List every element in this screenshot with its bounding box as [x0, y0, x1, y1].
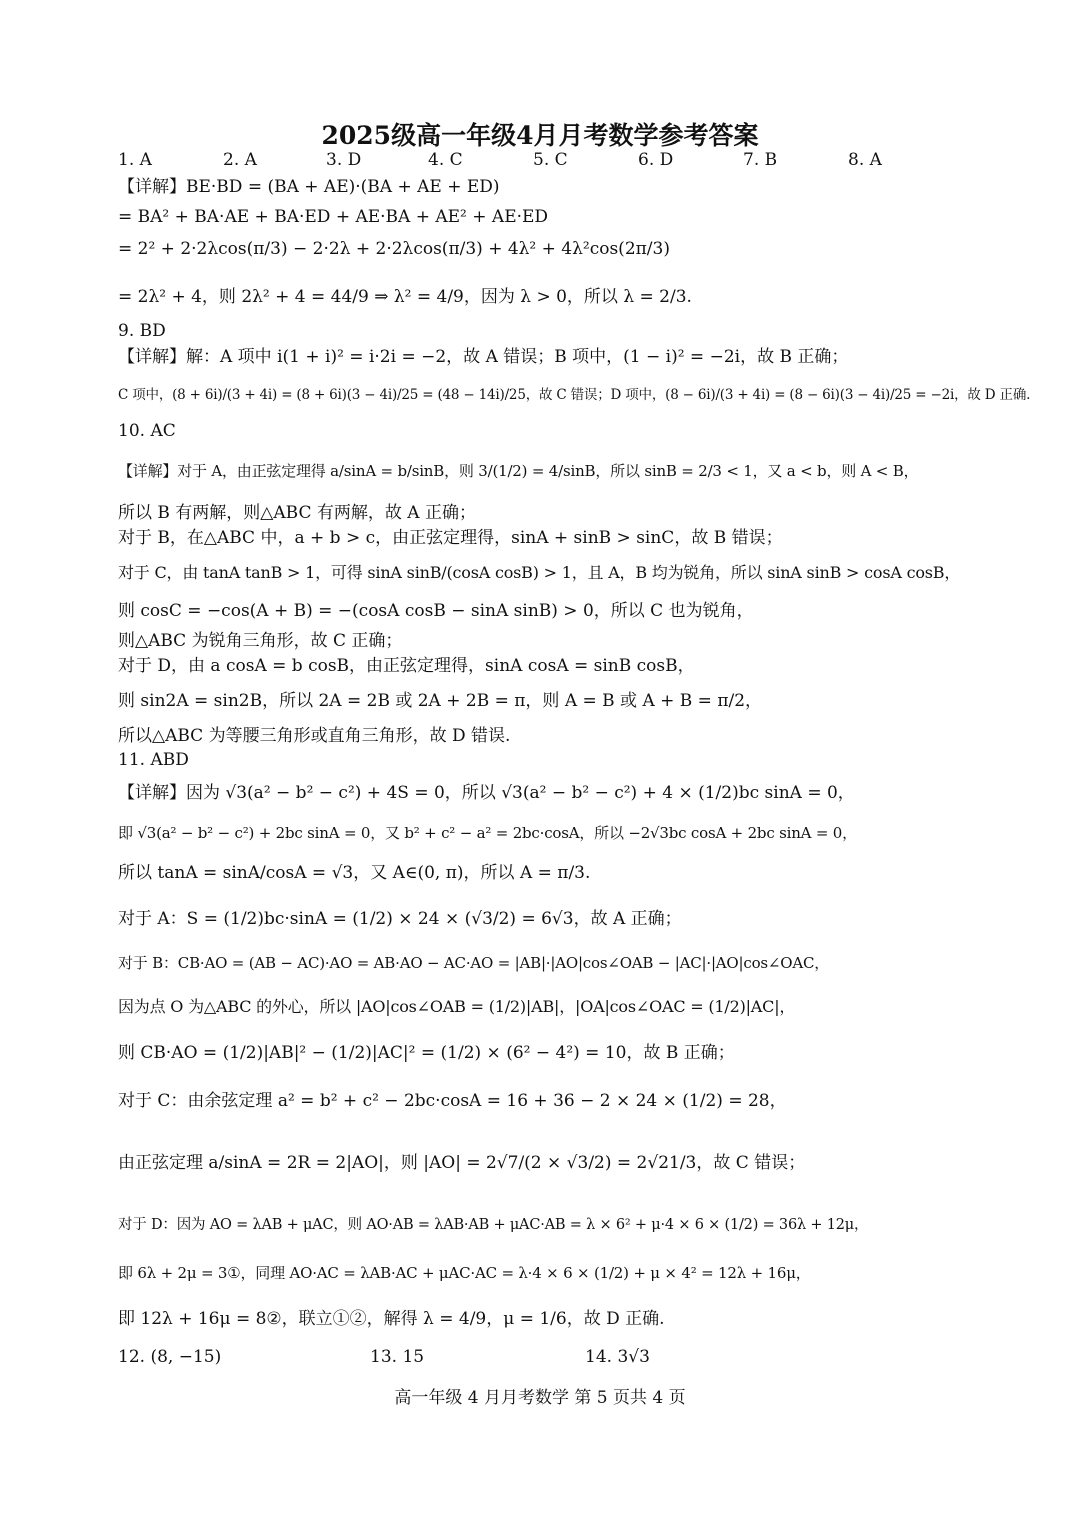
question-heading: 11. ABD — [118, 750, 189, 770]
choice-answer: 5. C — [533, 150, 568, 170]
solution-line: 【详解】解：A 项中 i(1 + i)² = i·2i = −2，故 A 错误；B 项中，(1 − i)² = −2i，故 B 正确； — [118, 347, 849, 367]
solution-line: 对于 B：CB·AO = (AB − AC)·AO = AB·AO − AC·AO = |AB|·|AO|cos∠OAB − |AC|·|AO|cos∠OAC， — [118, 954, 830, 972]
solution-line: 则 CB·AO = (1/2)|AB|² − (1/2)|AC|² = (1/2) × (6² − 4²) = 10，故 B 正确； — [118, 1043, 735, 1063]
fill-in-answer: 14. 3√3 — [585, 1347, 650, 1367]
solution-line: 因为点 O 为△ABC 的外心，所以 |AO|cos∠OAB = (1/2)|AB|，|OA|cos∠OAC = (1/2)|AC|， — [118, 997, 796, 1016]
question-heading: 10. AC — [118, 421, 176, 441]
solution-line: 所以 tanA = sinA/cosA = √3，又 A∈(0, π)，所以 A = π/3. — [118, 863, 591, 883]
solution-line: 即 12λ + 16μ = 8②，联立①②，解得 λ = 4/9，μ = 1/6，故 D 正确. — [118, 1309, 665, 1329]
solution-line: 【详解】BE·BD = (BA + AE)·(BA + AE + ED) — [118, 177, 500, 197]
choice-answer: 1. A — [118, 150, 152, 170]
page-title: 2025级高一年级4月月考数学参考答案 — [321, 121, 759, 150]
solution-line: 对于 A：S = (1/2)bc·sinA = (1/2) × 24 × (√3/2) = 6√3，故 A 正确； — [118, 909, 682, 929]
solution-line: 对于 D，由 a cosA = b cosB，由正弦定理得，sinA cosA = sinB cosB， — [118, 656, 695, 676]
fill-in-answer: 13. 15 — [370, 1347, 425, 1367]
solution-line: 则 cosC = −cos(A + B) = −(cosA cosB − sinA sinB) > 0，所以 C 也为锐角， — [118, 601, 754, 621]
solution-line: = BA² + BA·AE + BA·ED + AE·BA + AE² + AE·ED — [118, 207, 549, 227]
solution-line: 对于 C：由余弦定理 a² = b² + c² − 2bc·cosA = 16 + 36 − 2 × 24 × (1/2) = 28， — [118, 1091, 787, 1111]
solution-line: 则△ABC 为锐角三角形，故 C 正确； — [118, 631, 403, 651]
solution-line: = 2λ² + 4，则 2λ² + 4 = 44/9 ⇒ λ² = 4/9，因为 λ > 0，所以 λ = 2/3. — [118, 287, 692, 307]
solution-line: = 2² + 2·2λcos(π/3) − 2·2λ + 2·2λcos(π/3) + 4λ² + 4λ²cos(2π/3) — [118, 239, 670, 259]
solution-line: 则 sin2A = sin2B，所以 2A = 2B 或 2A + 2B = π，则 A = B 或 A + B = π/2， — [118, 691, 763, 711]
solution-line: 即 6λ + 2μ = 3①，同理 AO·AC = λAB·AC + μAC·AC = λ·4 × 6 × (1/2) + μ × 4² = 12λ + 16μ， — [118, 1264, 811, 1282]
question-heading: 9. BD — [118, 321, 166, 341]
choice-answer: 4. C — [428, 150, 463, 170]
solution-line: 即 √3(a² − b² − c²) + 2bc sinA = 0，又 b² + c² − a² = 2bc·cosA，所以 −2√3bc cosA + 2bc sinA = 0， — [118, 824, 857, 842]
choice-answers-row — [118, 150, 918, 172]
solution-line: 由正弦定理 a/sinA = 2R = 2|AO|，则 |AO| = 2√7/(2 × √3/2) = 2√21/3，故 C 错误； — [118, 1153, 806, 1173]
choice-answer: 8. A — [848, 150, 882, 170]
choice-answer: 2. A — [223, 150, 257, 170]
solution-line: 所以△ABC 为等腰三角形或直角三角形，故 D 错误. — [118, 726, 511, 746]
solution-line: 【详解】因为 √3(a² − b² − c²) + 4S = 0，所以 √3(a² − b² − c²) + 4 × (1/2)bc sinA = 0， — [118, 783, 855, 803]
solution-line: 对于 B，在△ABC 中，a + b > c，由正弦定理得，sinA + sinB > sinC，故 B 错误； — [118, 528, 783, 548]
choice-answer: 7. B — [743, 150, 778, 170]
solution-line: 对于 D：因为 AO = λAB + μAC，则 AO·AB = λAB·AB + μAC·AB = λ × 6² + μ·4 × 6 × (1/2) = 36λ + 12μ， — [118, 1217, 869, 1233]
solution-line: 对于 C，由 tanA tanB > 1，可得 sinA sinB/(cosA cosB) > 1，且 A，B 均为锐角，所以 sinA sinB > cosA cosB， — [118, 563, 961, 582]
solution-line: 【详解】对于 A，由正弦定理得 a/sinA = b/sinB，则 3/(1/2) = 4/sinB，所以 sinB = 2/3 < 1，又 a < b，则 A < B， — [118, 462, 919, 480]
solution-line: C 项中，(8 + 6i)/(3 + 4i) = (8 + 6i)(3 − 4i)/25 = (48 − 14i)/25，故 C 错误；D 项中，(8 − 6i)/(3 + 4i) = (8 − 6i)(3 − 4i)/25 = −2i，故 D 正确. — [118, 387, 1031, 403]
choice-answer: 6. D — [638, 150, 674, 170]
solution-line: 所以 B 有两解，则△ABC 有两解，故 A 正确； — [118, 503, 476, 523]
page-footer: 高一年级 4 月月考数学 第 5 页共 4 页 — [394, 1388, 686, 1408]
fill-in-answer: 12. (8, −15) — [118, 1347, 222, 1367]
choice-answer: 3. D — [326, 150, 362, 170]
